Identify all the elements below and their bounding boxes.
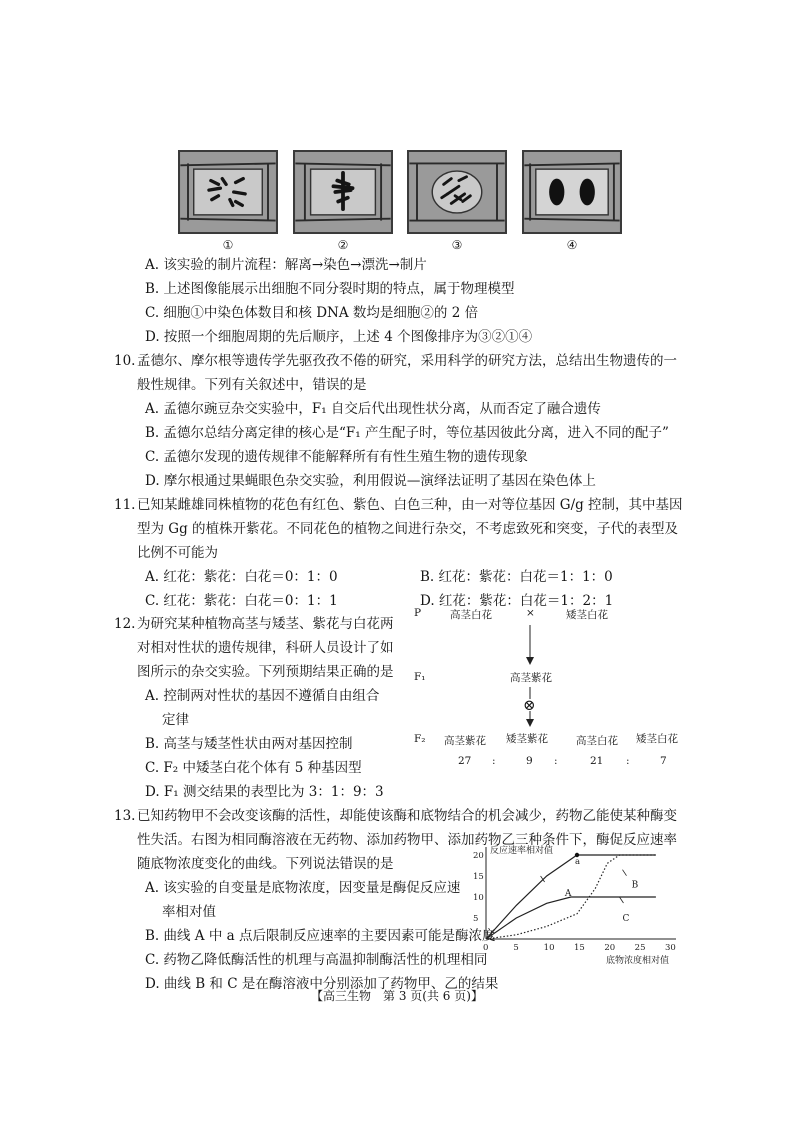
micrograph-2 <box>293 150 393 234</box>
q11-option-b: B. 红花：紫花：白花＝1：1：0 <box>420 569 613 585</box>
cross-diagram <box>414 603 694 773</box>
f2-sep-2: : <box>554 755 558 767</box>
series-pointer-b <box>623 870 627 876</box>
x-tick-label-2: 10 <box>543 943 555 953</box>
f2-phenotype-3: 高茎白花 <box>576 735 618 747</box>
q9-option-a: A. 该实验的制片流程：解离→染色→漂洗→制片 <box>145 257 427 273</box>
q9-option-b: B. 上述图像能展示出细胞不同分裂时期的特点，属于物理模型 <box>145 281 515 297</box>
f1-phenotype: 高茎紫花 <box>510 672 552 684</box>
q12-option-d: D. F₁ 测交结果的表型比为 3：1：9：3 <box>145 784 384 800</box>
q10-option-c: C. 孟德尔发现的遗传规律不能解释所有有性生殖生物的遗传现象 <box>145 449 528 465</box>
q11-option-c: C. 红花：紫花：白花＝0：1：1 <box>145 593 338 609</box>
q11-stem-line-3: 比例不可能为 <box>137 545 218 561</box>
q10-option-d: D. 摩尔根通过果蝇眼色杂交实验，利用假说—演绎法证明了基因在染色体上 <box>145 473 596 489</box>
q13-stem-line-1: 已知药物甲不会改变该酶的活性，却能使该酶和底物结合的机会减少，药物乙能使某种酶变 <box>137 808 677 824</box>
f2-count-1: 27 <box>458 755 472 767</box>
q13-option-c: C. 药物乙降低酶活性的机理与高温抑制酶活性的机理相同 <box>145 952 488 968</box>
micrograph-4 <box>522 150 622 234</box>
q13-option-a-cont: 率相对值 <box>162 904 216 920</box>
micrograph-row <box>178 150 626 250</box>
q10-number: 10. <box>114 353 136 369</box>
y-tick-label-1: 10 <box>473 893 484 903</box>
p-generation-label: P <box>414 607 422 619</box>
q13-option-b: B. 曲线 A 中 a 点后限制反应速率的主要因素可能是酶浓度 <box>145 928 496 944</box>
x-tick-label-5: 25 <box>634 943 646 953</box>
q12-stem-line-3: 图所示的杂交实验。下列预期结果正确的是 <box>137 664 394 680</box>
f2-sep-3: : <box>626 755 630 767</box>
f2-count-3: 21 <box>590 755 604 767</box>
f2-phenotype-1: 高茎紫花 <box>444 735 486 747</box>
q13-option-d: D. 曲线 B 和 C 是在酶溶液中分别添加了药物甲、乙的结果 <box>145 976 499 992</box>
x-tick-label-4: 20 <box>604 943 616 953</box>
q12-stem-line-2: 对相对性状的遗传规律，科研人员设计了如 <box>137 640 394 656</box>
q12-option-b: B. 高茎与矮茎性状由两对基因控制 <box>145 736 353 752</box>
f2-generation-label: F₂ <box>414 733 426 745</box>
f2-phenotype-4: 矮茎白花 <box>636 733 678 745</box>
cross-symbol: × <box>526 607 535 619</box>
q13-stem-line-2: 性失活。右图为相同酶溶液在无药物、添加药物甲、添加药物乙三种条件下，酶促反应速率 <box>137 832 677 848</box>
q10-stem-line-2: 般性规律。下列有关叙述中，错误的是 <box>137 377 367 393</box>
micrograph-label-3: ③ <box>451 238 463 252</box>
f2-sep-1: : <box>492 755 496 767</box>
micrograph-1 <box>178 150 278 234</box>
series-label-c: C <box>622 914 630 924</box>
series-line-c <box>486 897 656 939</box>
y-tick-label-0: 5 <box>473 914 479 924</box>
series-label-b: B <box>631 880 639 891</box>
y-tick-label-3: 20 <box>473 851 484 861</box>
q12-option-a: A. 控制两对性状的基因不遵循自由组合 <box>145 688 380 704</box>
q12-stem-line-1: 为研究某种植物高茎与矮茎、紫花与白花两 <box>137 616 394 632</box>
q10-option-b: B. 孟德尔总结分离定律的核心是“F₁ 产生配子时，等位基因彼此分离，进入不同的配子” <box>145 425 669 441</box>
micrograph-label-4: ④ <box>566 238 578 252</box>
q13-option-a: A. 该实验的自变量是底物浓度，因变量是酶促反应速 <box>145 880 461 896</box>
x-axis-label: 底物浓度相对值 <box>606 956 670 965</box>
f2-phenotype-2: 矮茎紫花 <box>506 733 548 745</box>
q10-option-a: A. 孟德尔豌豆杂交实验中，F₁ 自交后代出现性状分离，从而否定了融合遗传 <box>145 401 601 417</box>
q12-number: 12. <box>114 616 136 632</box>
micrograph-label-2: ② <box>337 238 349 252</box>
series-pointer-c <box>619 897 623 903</box>
q10-stem-line-1: 孟德尔、摩尔根等遗传学先驱孜孜不倦的研究，采用科学的研究方法，总结出生物遗传的一 <box>137 353 677 369</box>
q12-option-c: C. F₂ 中矮茎白花个体有 5 种基因型 <box>145 760 362 776</box>
micrograph-3 <box>407 150 507 234</box>
f2-count-2: 9 <box>526 755 533 767</box>
q13-number: 13. <box>114 808 136 824</box>
reaction-rate-chart <box>462 843 698 965</box>
q11-stem-line-2: 型为 Gg 的植株开紫花。不同花色的植物之间进行杂交，不考虑致死和突变，子代的表型及 <box>137 521 679 537</box>
q11-stem-line-1: 已知某雌雄同株植物的花色有红色、紫色、白色三种，由一对等位基因 G/g 控制，其中基因 <box>137 497 683 513</box>
parent-2: 矮茎白花 <box>566 609 608 621</box>
point-label-a: a <box>575 857 581 867</box>
q11-number: 11. <box>114 497 136 513</box>
selfing-icon: ⊗ <box>523 696 536 714</box>
q9-option-c: C. 细胞①中染色体数目和核 DNA 数均是细胞②的 2 倍 <box>145 305 479 321</box>
parent-1: 高茎白花 <box>450 609 492 621</box>
x-tick-label-3: 15 <box>574 943 585 953</box>
x-tick-label-1: 5 <box>513 943 519 953</box>
x-tick-label-6: 30 <box>665 943 676 953</box>
micrograph-label-1: ① <box>222 238 234 252</box>
y-tick-label-2: 15 <box>473 872 484 882</box>
q12-option-a-cont: 定律 <box>162 712 189 728</box>
q13-stem-line-3: 随底物浓度变化的曲线。下列说法错误的是 <box>137 856 394 872</box>
q9-option-d: D. 按照一个细胞周期的先后顺序，上述 4 个图像排序为③②①④ <box>145 329 533 345</box>
y-axis-label: 反应速率相对值 <box>490 846 554 856</box>
x-tick-label-0: 0 <box>483 943 489 953</box>
f2-count-4: 7 <box>660 755 667 767</box>
q11-option-a: A. 红花：紫花：白花＝0：1：0 <box>145 569 338 585</box>
series-label-a: A <box>564 888 572 899</box>
page-footer: 【高三生物 第 3 页(共 6 页)】 <box>311 989 483 1003</box>
f1-generation-label: F₁ <box>414 671 426 683</box>
q11-option-d: D. 红花：紫花：白花＝1：2：1 <box>420 593 614 609</box>
